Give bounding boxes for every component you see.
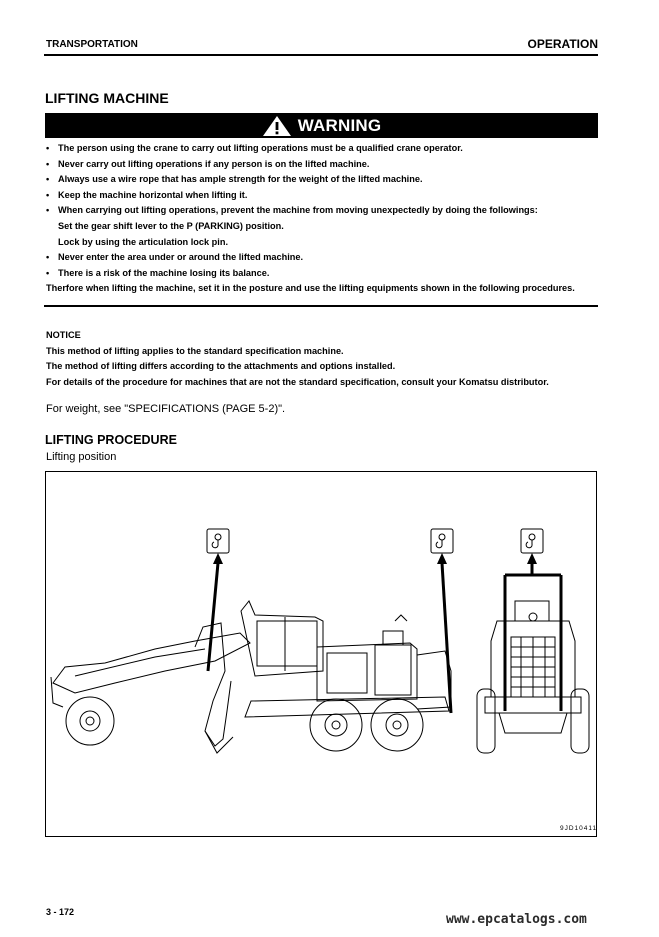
weight-reference: For weight, see "SPECIFICATIONS (PAGE 5-2)". xyxy=(46,403,286,415)
warning-banner xyxy=(45,113,598,138)
notice-line: For details of the procedure for machines that are not the standard specification, consult your Komatsu distributor. xyxy=(46,376,549,387)
header-section: TRANSPORTATION xyxy=(46,39,138,50)
hook-symbol-icon xyxy=(431,529,453,553)
figure-code: 9JD10411 xyxy=(560,825,598,832)
list-item: • There is a risk of the machine losing its balance. xyxy=(46,267,270,278)
header-rule xyxy=(44,54,598,56)
motor-grader-side-view xyxy=(51,601,451,753)
notice-heading: NOTICE xyxy=(46,330,81,340)
list-item: • Never carry out lifting operations if any person is on the lifted machine. xyxy=(46,158,370,169)
lifting-rope xyxy=(208,563,561,713)
list-item: • Always use a wire rope that has ample strength for the weight of the lifted machine. xyxy=(46,174,423,185)
procedure-subheading: Lifting position xyxy=(46,451,117,463)
page-title: LIFTING MACHINE xyxy=(45,90,169,106)
warning-end-rule xyxy=(44,305,598,307)
warning-label: WARNING xyxy=(297,115,382,135)
footer-url[interactable]: www.epcatalogs.com xyxy=(446,912,587,927)
list-item: • The person using the crane to carry out lifting operations must be a qualified crane operator. xyxy=(46,143,463,153)
warning-list xyxy=(46,141,601,297)
sub-item: Lock by using the articulation lock pin. xyxy=(58,236,228,247)
list-item: • When carrying out lifting operations, prevent the machine from moving unexpectedly by doing the followings: xyxy=(46,205,538,216)
lifting-position-illustration xyxy=(45,471,597,837)
hook-symbol-icon xyxy=(521,529,543,553)
page-number: 3 - 172 xyxy=(46,907,75,917)
procedure-heading: LIFTING PROCEDURE xyxy=(45,433,177,447)
header-chapter: OPERATION xyxy=(527,37,598,51)
motor-grader-rear-view xyxy=(477,601,589,753)
notice-line: This method of lifting applies to the standard specification machine. xyxy=(46,345,344,356)
sub-item: Set the gear shift lever to the P (PARKING) position. xyxy=(58,220,284,231)
notice-line: The method of lifting differs according to the attachments and options installed. xyxy=(46,361,396,372)
warning-triangle-icon xyxy=(262,115,292,137)
hook-symbol-icon xyxy=(207,529,229,553)
notice-block xyxy=(46,328,601,390)
warning-closing: Therfore when lifting the machine, set it in the posture and use the lifting equipments shown in the following procedures. xyxy=(46,283,575,294)
list-item: • Keep the machine horizontal when lifting it. xyxy=(46,189,248,200)
list-item: • Never enter the area under or around the lifted machine. xyxy=(46,252,304,263)
